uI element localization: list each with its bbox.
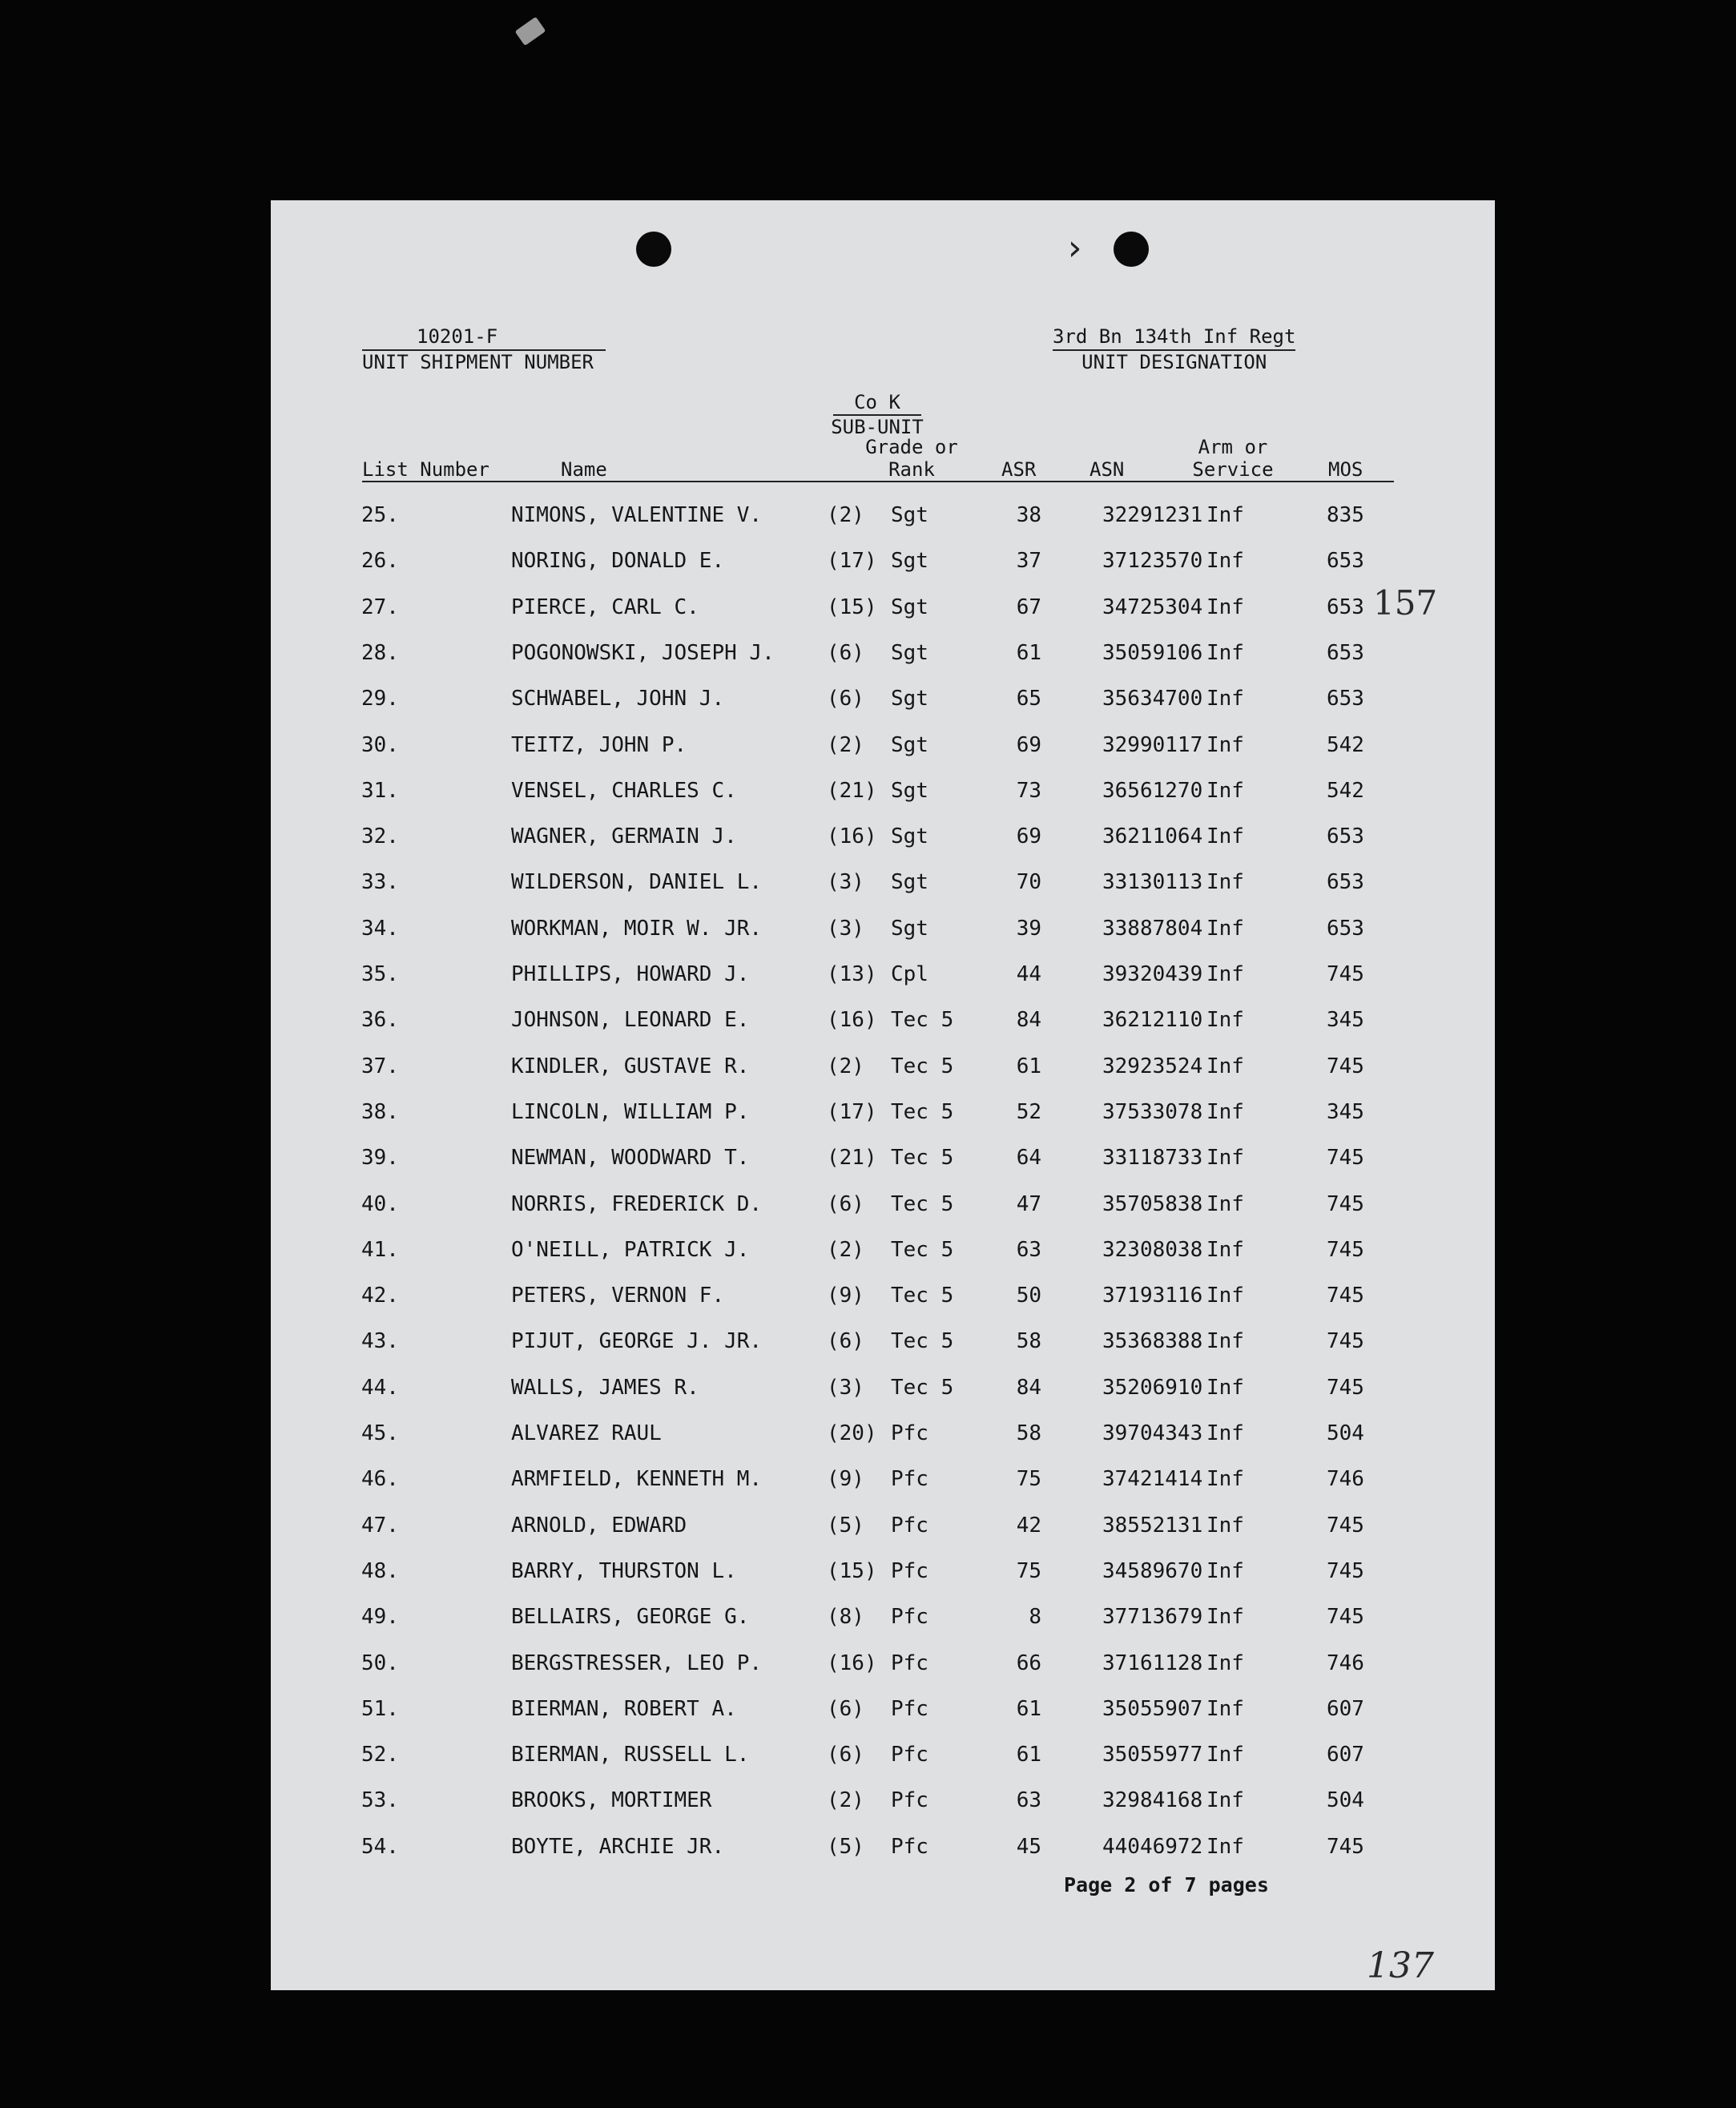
- cell-cnt: (2): [827, 732, 864, 757]
- cell-name: TEITZ, JOHN P.: [511, 732, 687, 757]
- cell-name: WORKMAN, MOIR W. JR.: [511, 916, 763, 941]
- cell-mos: 607: [1327, 1696, 1364, 1721]
- cell-asr: 50: [1016, 1284, 1041, 1308]
- cell-name: WAGNER, GERMAIN J.: [511, 824, 737, 849]
- cell-mos: 745: [1327, 1237, 1364, 1262]
- cell-name: BIERMAN, ROBERT A.: [511, 1696, 737, 1721]
- cell-asn: 36561270: [1102, 778, 1203, 803]
- cell-num: 51.: [361, 1696, 399, 1721]
- cell-rank: Cpl: [891, 962, 928, 986]
- cell-rank: Pfc: [891, 1788, 928, 1813]
- cell-rank: Sgt: [891, 549, 928, 574]
- shipment-label: UNIT SHIPMENT NUMBER: [362, 351, 594, 373]
- cell-cnt: (5): [827, 1834, 864, 1859]
- cell-num: 46.: [361, 1467, 399, 1492]
- cell-rank: Pfc: [891, 1513, 928, 1538]
- cell-asr: 63: [1016, 1788, 1041, 1813]
- cell-arm: Inf: [1206, 1513, 1244, 1538]
- cell-num: 43.: [361, 1329, 399, 1354]
- cell-name: LINCOLN, WILLIAM P.: [511, 1099, 750, 1124]
- cell-rank: Tec 5: [891, 1237, 954, 1262]
- col-arm: [1181, 436, 1285, 481]
- cell-cnt: (20): [827, 1421, 877, 1445]
- cell-asn: 32990117: [1102, 732, 1203, 757]
- table-row: [271, 1098, 1495, 1144]
- cell-arm: Inf: [1206, 1605, 1244, 1630]
- cell-mos: 504: [1327, 1421, 1364, 1445]
- cell-asr: 47: [1016, 1191, 1041, 1216]
- cell-asn: 32984168: [1102, 1788, 1203, 1813]
- cell-cnt: (2): [827, 503, 864, 527]
- unit-designation: 3rd Bn 134th Inf Regt: [1053, 325, 1295, 351]
- cell-name: NIMONS, VALENTINE V.: [511, 503, 763, 527]
- table-row: [271, 961, 1495, 1006]
- cell-arm: Inf: [1206, 1329, 1244, 1354]
- cell-asr: 44: [1016, 962, 1041, 986]
- cell-name: ARMFIELD, KENNETH M.: [511, 1467, 763, 1492]
- cell-rank: Sgt: [891, 778, 928, 803]
- cell-mos: 745: [1327, 1834, 1364, 1859]
- punch-hole-left: [636, 232, 671, 267]
- cell-arm: Inf: [1206, 1558, 1244, 1583]
- cell-name: PHILLIPS, HOWARD J.: [511, 962, 750, 986]
- cell-num: 29.: [361, 687, 399, 711]
- cell-num: 31.: [361, 778, 399, 803]
- cell-asr: 61: [1016, 1696, 1041, 1721]
- cell-num: 41.: [361, 1237, 399, 1262]
- cell-name: KINDLER, GUSTAVE R.: [511, 1054, 750, 1078]
- cell-name: NEWMAN, WOODWARD T.: [511, 1146, 750, 1171]
- cell-asn: 35705838: [1102, 1191, 1203, 1216]
- cell-num: 40.: [361, 1191, 399, 1216]
- cell-rank: Sgt: [891, 732, 928, 757]
- cell-mos: 542: [1327, 732, 1364, 757]
- cell-mos: 746: [1327, 1651, 1364, 1675]
- cell-asr: 39: [1016, 916, 1041, 941]
- cell-arm: Inf: [1206, 1421, 1244, 1445]
- table-row: [271, 1741, 1495, 1787]
- table-row: [271, 823, 1495, 869]
- cell-rank: Tec 5: [891, 1054, 954, 1078]
- cell-asn: 34725304: [1102, 595, 1203, 619]
- cell-arm: Inf: [1206, 549, 1244, 574]
- col-list-number: List Number: [362, 458, 489, 481]
- table-row: [271, 1328, 1495, 1373]
- cell-asn: 35368388: [1102, 1329, 1203, 1354]
- shipment-number: 10201-F: [362, 325, 606, 351]
- table-row: [271, 1191, 1495, 1236]
- cell-rank: Pfc: [891, 1605, 928, 1630]
- sub-unit: Co K: [833, 391, 921, 416]
- cell-rank: Tec 5: [891, 1008, 954, 1033]
- cell-cnt: (6): [827, 1329, 864, 1354]
- cell-asn: 44046972: [1102, 1834, 1203, 1859]
- cell-asn: 37161128: [1102, 1651, 1203, 1675]
- cell-name: VENSEL, CHARLES C.: [511, 778, 737, 803]
- cell-num: 38.: [361, 1099, 399, 1124]
- cell-num: 33.: [361, 870, 399, 895]
- cell-num: 32.: [361, 824, 399, 849]
- cell-asn: 37713679: [1102, 1605, 1203, 1630]
- cell-mos: 345: [1327, 1099, 1364, 1124]
- cell-mos: 345: [1327, 1008, 1364, 1033]
- cell-cnt: (15): [827, 595, 877, 619]
- table-row: [271, 1236, 1495, 1282]
- cell-asr: 75: [1016, 1558, 1041, 1583]
- table-row: [271, 685, 1495, 731]
- table-row: [271, 777, 1495, 823]
- cell-mos: 745: [1327, 1605, 1364, 1630]
- cell-num: 26.: [361, 549, 399, 574]
- cell-cnt: (17): [827, 1099, 877, 1124]
- cell-num: 54.: [361, 1834, 399, 1859]
- col-asr: ASR: [1001, 458, 1037, 481]
- cell-asr: 69: [1016, 824, 1041, 849]
- cell-num: 28.: [361, 640, 399, 665]
- cell-name: BARRY, THURSTON L.: [511, 1558, 737, 1583]
- cell-mos: 542: [1327, 778, 1364, 803]
- cell-cnt: (6): [827, 1191, 864, 1216]
- cell-asr: 38: [1016, 503, 1041, 527]
- cell-num: 39.: [361, 1146, 399, 1171]
- cell-num: 49.: [361, 1605, 399, 1630]
- sub-unit-label: SUB-UNIT: [831, 416, 924, 438]
- table-row: [271, 1833, 1495, 1879]
- designation-label: UNIT DESIGNATION: [1081, 351, 1267, 373]
- cell-asr: 61: [1016, 1743, 1041, 1767]
- cell-asn: 37533078: [1102, 1099, 1203, 1124]
- cell-rank: Sgt: [891, 687, 928, 711]
- cell-cnt: (8): [827, 1605, 864, 1630]
- cell-asn: 33130113: [1102, 870, 1203, 895]
- table-row: [271, 915, 1495, 961]
- table-row: [271, 1006, 1495, 1052]
- punch-hole-right: [1114, 232, 1149, 267]
- cell-arm: Inf: [1206, 640, 1244, 665]
- cell-rank: Sgt: [891, 640, 928, 665]
- table-row: [271, 1144, 1495, 1190]
- cell-cnt: (3): [827, 916, 864, 941]
- cell-rank: Tec 5: [891, 1146, 954, 1171]
- designation-block: [1053, 325, 1295, 374]
- cell-name: NORRIS, FREDERICK D.: [511, 1191, 763, 1216]
- cell-rank: Tec 5: [891, 1284, 954, 1308]
- cell-mos: 653: [1327, 549, 1364, 574]
- cell-name: PETERS, VERNON F.: [511, 1284, 725, 1308]
- cell-cnt: (16): [827, 824, 877, 849]
- cell-arm: Inf: [1206, 1696, 1244, 1721]
- cell-rank: Sgt: [891, 916, 928, 941]
- cell-asn: 36211064: [1102, 824, 1203, 849]
- shipment-block: [362, 325, 606, 374]
- cell-cnt: (9): [827, 1284, 864, 1308]
- cell-num: 48.: [361, 1558, 399, 1583]
- cell-arm: Inf: [1206, 1054, 1244, 1078]
- cell-cnt: (16): [827, 1651, 877, 1675]
- cell-arm: Inf: [1206, 1237, 1244, 1262]
- cell-num: 52.: [361, 1743, 399, 1767]
- cell-cnt: (15): [827, 1558, 877, 1583]
- cell-cnt: (9): [827, 1467, 864, 1492]
- cell-cnt: (6): [827, 1743, 864, 1767]
- cell-name: BIERMAN, RUSSELL L.: [511, 1743, 750, 1767]
- cell-asr: 70: [1016, 870, 1041, 895]
- cell-num: 53.: [361, 1788, 399, 1813]
- cell-rank: Tec 5: [891, 1099, 954, 1124]
- table-row: [271, 1512, 1495, 1558]
- cell-asn: 39320439: [1102, 962, 1203, 986]
- cell-cnt: (3): [827, 870, 864, 895]
- cell-asr: 61: [1016, 640, 1041, 665]
- col-arm-line2: Service: [1192, 458, 1274, 481]
- col-name: Name: [561, 458, 607, 481]
- cell-num: 34.: [361, 916, 399, 941]
- cell-cnt: (2): [827, 1237, 864, 1262]
- cell-mos: 653: [1327, 870, 1364, 895]
- cell-asn: 32308038: [1102, 1237, 1203, 1262]
- cell-asn: 33118733: [1102, 1146, 1203, 1171]
- cell-arm: Inf: [1206, 824, 1244, 849]
- pencil-mark: ›: [1064, 228, 1086, 268]
- cell-asr: 66: [1016, 1651, 1041, 1675]
- cell-asn: 38552131: [1102, 1513, 1203, 1538]
- cell-arm: Inf: [1206, 503, 1244, 527]
- cell-mos: 835: [1327, 503, 1364, 527]
- cell-asr: 75: [1016, 1467, 1041, 1492]
- cell-mos: 504: [1327, 1788, 1364, 1813]
- cell-name: O'NEILL, PATRICK J.: [511, 1237, 750, 1262]
- cell-arm: Inf: [1206, 1146, 1244, 1171]
- cell-num: 44.: [361, 1375, 399, 1400]
- cell-rank: Sgt: [891, 503, 928, 527]
- cell-asr: 58: [1016, 1329, 1041, 1354]
- cell-mos: 653: [1327, 687, 1364, 711]
- cell-mos: 745: [1327, 1513, 1364, 1538]
- cell-mos: 745: [1327, 1375, 1364, 1400]
- col-grade-line1: Grade or: [865, 436, 958, 458]
- cell-arm: Inf: [1206, 1375, 1244, 1400]
- cell-asn: 33887804: [1102, 916, 1203, 941]
- cell-asr: 84: [1016, 1375, 1041, 1400]
- col-asn: ASN: [1090, 458, 1125, 481]
- cell-cnt: (17): [827, 549, 877, 574]
- table-row: [271, 1465, 1495, 1511]
- cell-num: 50.: [361, 1651, 399, 1675]
- cell-name: ARNOLD, EDWARD: [511, 1513, 687, 1538]
- cell-mos: 607: [1327, 1743, 1364, 1767]
- cell-num: 45.: [361, 1421, 399, 1445]
- cell-rank: Pfc: [891, 1558, 928, 1583]
- cell-num: 25.: [361, 503, 399, 527]
- cell-rank: Pfc: [891, 1651, 928, 1675]
- cell-asn: 32923524: [1102, 1054, 1203, 1078]
- cell-rank: Sgt: [891, 870, 928, 895]
- cell-asr: 63: [1016, 1237, 1041, 1262]
- table-row: [271, 547, 1495, 593]
- col-mos: MOS: [1328, 458, 1363, 481]
- cell-asr: 58: [1016, 1421, 1041, 1445]
- cell-num: 36.: [361, 1008, 399, 1033]
- table-row: [271, 639, 1495, 685]
- cell-asn: 37123570: [1102, 549, 1203, 574]
- cell-arm: Inf: [1206, 1467, 1244, 1492]
- cell-name: SCHWABEL, JOHN J.: [511, 687, 725, 711]
- cell-rank: Pfc: [891, 1467, 928, 1492]
- cell-rank: Tec 5: [891, 1375, 954, 1400]
- document-page: [271, 200, 1495, 1990]
- table-row: [271, 1603, 1495, 1649]
- cell-asr: 8: [1029, 1605, 1041, 1630]
- cell-arm: Inf: [1206, 595, 1244, 619]
- cell-cnt: (2): [827, 1788, 864, 1813]
- cell-num: 42.: [361, 1284, 399, 1308]
- cell-rank: Pfc: [891, 1743, 928, 1767]
- cell-arm: Inf: [1206, 687, 1244, 711]
- cell-name: BROOKS, MORTIMER: [511, 1788, 712, 1813]
- cell-mos: 653: [1327, 916, 1364, 941]
- cell-name: PIJUT, GEORGE J. JR.: [511, 1329, 763, 1354]
- cell-rank: Tec 5: [891, 1329, 954, 1354]
- table-row: [271, 732, 1495, 777]
- cell-num: 35.: [361, 962, 399, 986]
- cell-name: BOYTE, ARCHIE JR.: [511, 1834, 725, 1859]
- cell-asr: 64: [1016, 1146, 1041, 1171]
- cell-rank: Tec 5: [891, 1191, 954, 1216]
- cell-cnt: (3): [827, 1375, 864, 1400]
- col-grade-line2: Rank: [888, 458, 935, 481]
- cell-asr: 84: [1016, 1008, 1041, 1033]
- cell-cnt: (6): [827, 1696, 864, 1721]
- cell-cnt: (5): [827, 1513, 864, 1538]
- cell-asn: 34589670: [1102, 1558, 1203, 1583]
- cell-name: BERGSTRESSER, LEO P.: [511, 1651, 763, 1675]
- cell-mos: 745: [1327, 962, 1364, 986]
- table-row: [271, 1053, 1495, 1098]
- table-row: [271, 594, 1495, 639]
- cell-arm: Inf: [1206, 1651, 1244, 1675]
- cell-arm: Inf: [1206, 962, 1244, 986]
- table-row: [271, 502, 1495, 547]
- cell-asn: 32291231: [1102, 503, 1203, 527]
- cell-rank: Pfc: [891, 1421, 928, 1445]
- cell-asn: 35055907: [1102, 1696, 1203, 1721]
- cell-name: NORING, DONALD E.: [511, 549, 725, 574]
- cell-mos: 745: [1327, 1054, 1364, 1078]
- table-row: [271, 1695, 1495, 1741]
- col-arm-line1: Arm or: [1198, 436, 1268, 458]
- cell-asr: 37: [1016, 549, 1041, 574]
- table-row: [271, 1650, 1495, 1695]
- cell-asn: 39704343: [1102, 1421, 1203, 1445]
- cell-cnt: (16): [827, 1008, 877, 1033]
- cell-name: JOHNSON, LEONARD E.: [511, 1008, 750, 1033]
- cell-arm: Inf: [1206, 778, 1244, 803]
- cell-name: WALLS, JAMES R.: [511, 1375, 699, 1400]
- cell-asn: 35059106: [1102, 640, 1203, 665]
- cell-arm: Inf: [1206, 870, 1244, 895]
- cell-asr: 73: [1016, 778, 1041, 803]
- cell-rank: Sgt: [891, 824, 928, 849]
- subunit-block: [827, 391, 928, 438]
- cell-mos: 745: [1327, 1284, 1364, 1308]
- cell-mos: 653: [1327, 824, 1364, 849]
- table-row: [271, 869, 1495, 914]
- cell-asn: 35055977: [1102, 1743, 1203, 1767]
- table-row: [271, 1374, 1495, 1420]
- cell-mos: 745: [1327, 1146, 1364, 1171]
- cell-name: ALVAREZ RAUL: [511, 1421, 662, 1445]
- cell-num: 47.: [361, 1513, 399, 1538]
- cell-arm: Inf: [1206, 1834, 1244, 1859]
- cell-cnt: (6): [827, 687, 864, 711]
- cell-rank: Pfc: [891, 1834, 928, 1859]
- cell-name: BELLAIRS, GEORGE G.: [511, 1605, 750, 1630]
- cell-mos: 653: [1327, 595, 1364, 619]
- cell-arm: Inf: [1206, 916, 1244, 941]
- cell-asr: 67: [1016, 595, 1041, 619]
- cell-num: 27.: [361, 595, 399, 619]
- cell-asr: 45: [1016, 1834, 1041, 1859]
- table-row: [271, 1558, 1495, 1603]
- handwritten-137: 137: [1367, 1945, 1434, 1986]
- cell-mos: 653: [1327, 640, 1364, 665]
- cell-asn: 37193116: [1102, 1284, 1203, 1308]
- cell-asr: 61: [1016, 1054, 1041, 1078]
- cell-cnt: (2): [827, 1054, 864, 1078]
- cell-asn: 35206910: [1102, 1375, 1203, 1400]
- cell-asr: 52: [1016, 1099, 1041, 1124]
- cell-rank: Pfc: [891, 1696, 928, 1721]
- cell-cnt: (21): [827, 1146, 877, 1171]
- cell-name: PIERCE, CARL C.: [511, 595, 699, 619]
- cell-asn: 36212110: [1102, 1008, 1203, 1033]
- handwritten-157: 157: [1373, 583, 1438, 623]
- cell-name: POGONOWSKI, JOSEPH J.: [511, 640, 775, 665]
- cell-arm: Inf: [1206, 1008, 1244, 1033]
- cell-asn: 37421414: [1102, 1467, 1203, 1492]
- cell-cnt: (21): [827, 778, 877, 803]
- cell-asr: 42: [1016, 1513, 1041, 1538]
- table-row: [271, 1420, 1495, 1465]
- cell-arm: Inf: [1206, 1191, 1244, 1216]
- cell-arm: Inf: [1206, 1743, 1244, 1767]
- table-row: [271, 1787, 1495, 1832]
- cell-cnt: (13): [827, 962, 877, 986]
- cell-arm: Inf: [1206, 1284, 1244, 1308]
- cell-cnt: (6): [827, 640, 864, 665]
- cell-mos: 746: [1327, 1467, 1364, 1492]
- cell-asn: 35634700: [1102, 687, 1203, 711]
- film-speck: [515, 17, 546, 46]
- table-row: [271, 1282, 1495, 1328]
- cell-mos: 745: [1327, 1329, 1364, 1354]
- cell-num: 30.: [361, 732, 399, 757]
- header-rule: [362, 481, 1394, 482]
- cell-mos: 745: [1327, 1191, 1364, 1216]
- cell-mos: 745: [1327, 1558, 1364, 1583]
- cell-asr: 65: [1016, 687, 1041, 711]
- col-grade: [848, 436, 976, 481]
- cell-rank: Sgt: [891, 595, 928, 619]
- cell-arm: Inf: [1206, 1099, 1244, 1124]
- cell-arm: Inf: [1206, 732, 1244, 757]
- cell-name: WILDERSON, DANIEL L.: [511, 870, 763, 895]
- cell-arm: Inf: [1206, 1788, 1244, 1813]
- cell-asr: 69: [1016, 732, 1041, 757]
- page-number: Page 2 of 7 pages: [1064, 1873, 1269, 1896]
- cell-num: 37.: [361, 1054, 399, 1078]
